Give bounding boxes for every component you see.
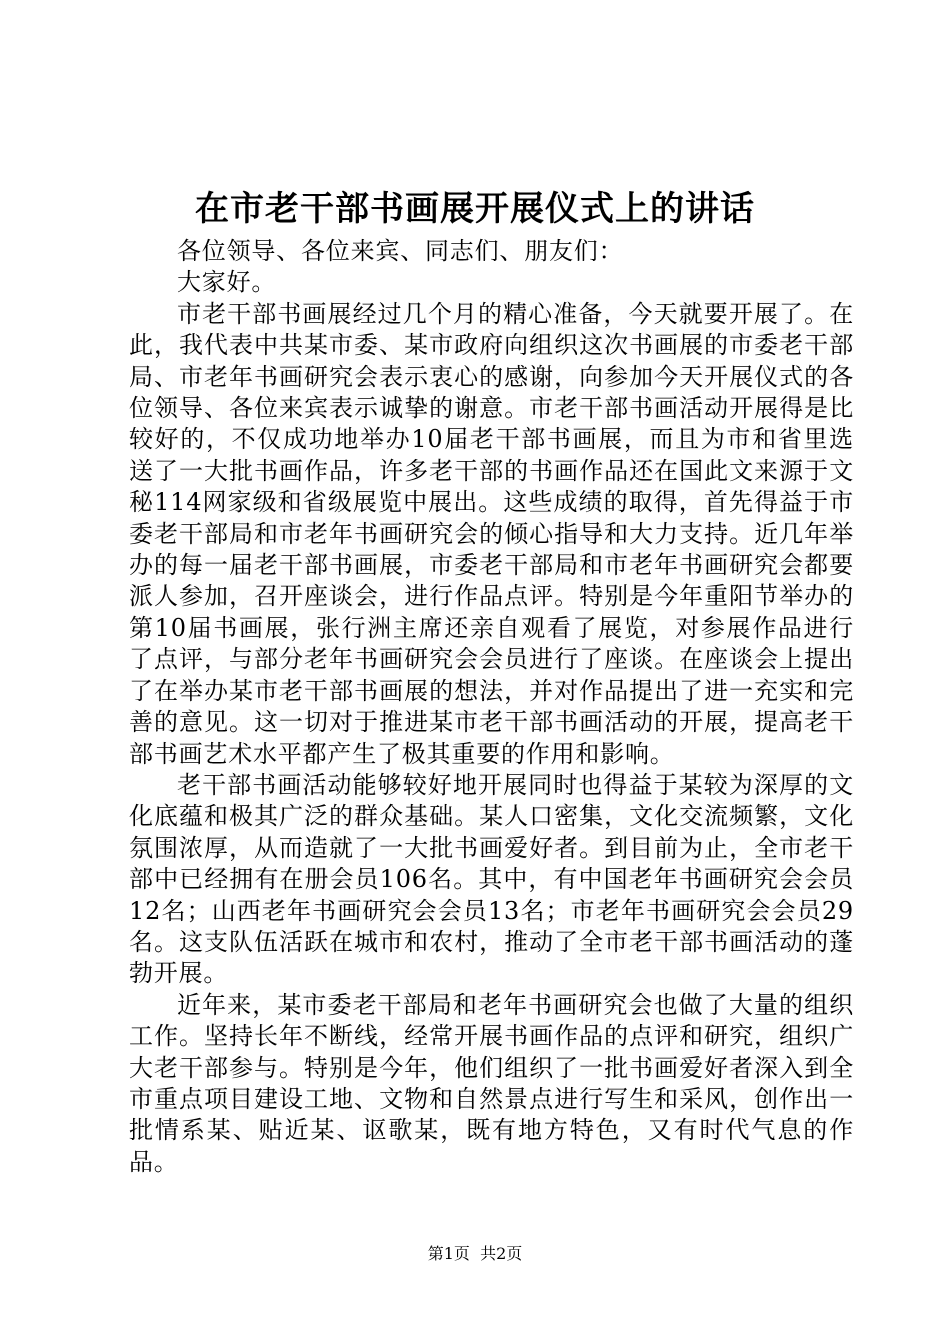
page-number: 第1页 <box>427 1244 470 1263</box>
body-paragraph: 市老干部书画展经过几个月的精心准备，今天就要开展了。在此，我代表中共某市委、某市政府向组织这次书画展的市委老干部局、市老年书画研究会表示衷心的感谢，向参加今天开展仪式的各位领导、各位来宾表示诚挚的谢意。市老干部书画活动开展得是比较好的，不仅成功地举办10届老干部书画展，而且为市和省里选送了一大批书画作品，许多老干部的书画作品还在国此文来源于文秘114网家级和省级展览中展出。这些成绩的取得，首先得益于市委老干部局和市老年书画研究会的倾心指导和大力支持。近几年举办的每一届老干部书画展，市委老干部局和市老年书画研究会都要派人参加，召开座谈会，进行作品点评。特别是今年重阳节举办的第10届书画展，张行洲主席还亲自观看了展览，对参展作品进行了点评，与部分老年书画研究会会员进行了座谈。在座谈会上提出了在举办某市老干部书画展的想法，并对作品提出了进一充实和完善的意见。这一切对于推进某市老干部书画活动的开展，提高老干部书画艺术水平都产生了极其重要的作用和影响。 <box>129 299 854 768</box>
body-paragraph: 近年来，某市委老干部局和老年书画研究会也做了大量的组织工作。坚持长年不断线，经常开展书画作品的点评和研究，组织广大老干部参与。特别是今年，他们组织了一批书画爱好者深入到全市重点项目建设工地、文物和自然景点进行写生和采风，创作出一批情系某、贴近某、讴歌某，既有地方特色，又有时代气息的作品。 <box>129 990 854 1176</box>
document-title: 在市老干部书画展开展仪式上的讲话 <box>195 189 755 229</box>
salutation-paragraph: 各位领导、各位来宾、同志们、朋友们： <box>177 237 624 265</box>
page-footer <box>0 1243 950 1265</box>
document-body <box>129 236 854 1178</box>
greeting-paragraph: 大家好。 <box>177 268 277 297</box>
body-paragraph: 老干部书画活动能够较好地开展同时也得益于某较为深厚的文化底蕴和极其广泛的群众基础。某人口密集，文化交流频繁，文化氛围浓厚，从而造就了一大批书画爱好者。到目前为止，全市老干部中已经拥有在册会员106名。其中，有中国老年书画研究会会员12名；山西老年书画研究会会员13名；市老年书画研究会会员29名。这支队伍活跃在城市和农村，推动了全市老干部书画活动的蓬勃开展。 <box>129 770 854 988</box>
page-total: 共2页 <box>480 1244 523 1263</box>
